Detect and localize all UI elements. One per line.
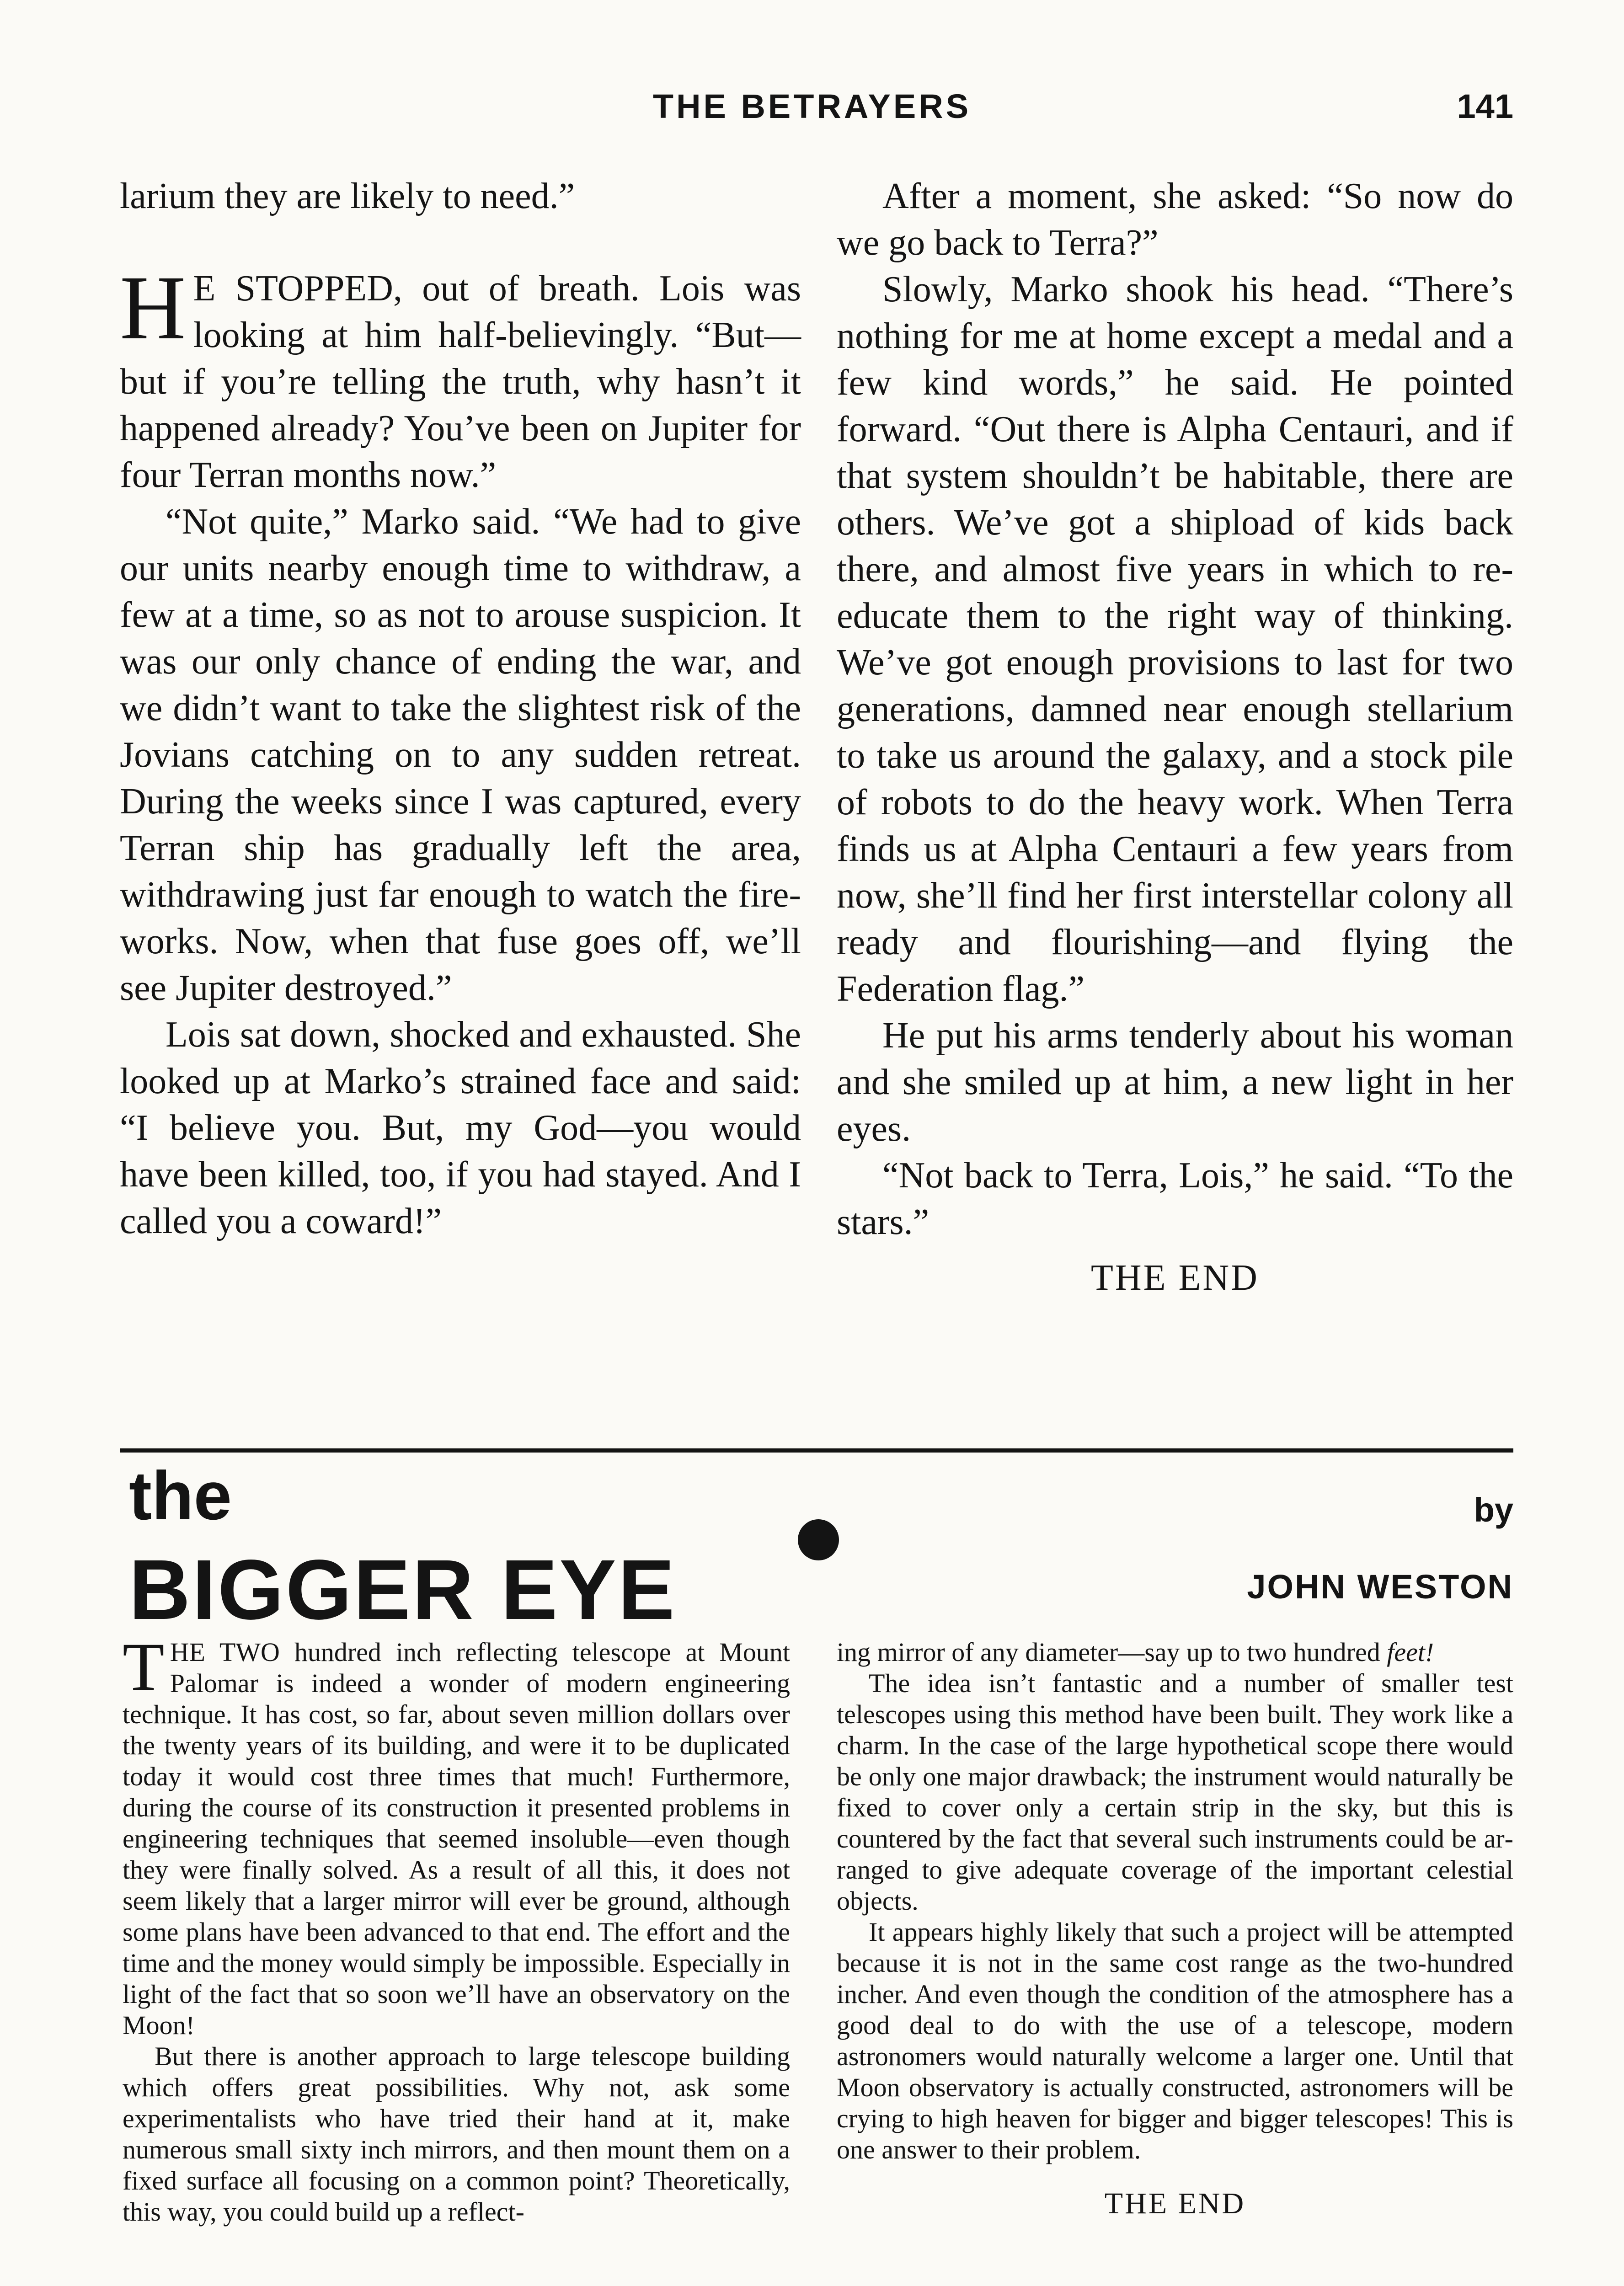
article-end-label: THE END: [1104, 2187, 1246, 2220]
drop-cap: H: [120, 257, 186, 358]
story-paragraph: Lois sat down, shocked and exhausted. She looked up at Marko’s strained face and said: “I believe you. But, my God—you would have been killed, too, if you had stayed. And I called you a coward!”: [120, 1015, 801, 1241]
drop-cap: T: [123, 1629, 165, 1705]
article-paragraph-text: HE TWO hundred inch reflecting telescope at Mount Palomar is indeed a wonder of modern engineering technique. It has cost, so far, about seven million dollars over the twenty years of its building, and were it to be duplicated today it would cost three times that much! Furthermore, during the course of its construction it presented problems in engineering techniques that seemed insoluble—even though they were finally solved. As a result of all this, it does not seem likely that a larger mirror will ever be ground, although some plans have been advanced to that end. The effort and the time and the money would simply be impossible. Especially in light of the fact that so soon we’ll have an observatory on the Moon!: [123, 1637, 790, 2040]
story-paragraph: After a moment, she asked: “So now do we go back to Terra?”: [837, 176, 1513, 263]
running-title: THE BETRAYERS: [652, 87, 972, 125]
article-paragraph-dropcap: [123, 1629, 790, 2041]
article-paragraph: The idea isn’t fantastic and a number of smaller test telescopes using this method have been built. They work like a charm. In the case of the large hypothetical scope there would be only one major drawback; the instrument would naturally be fixed to cover only a certain strip in the sky, but this is countered by the fact that several such instruments could be arranged to give adequate coverage of the important celestial objects.: [837, 1668, 1513, 1916]
byline-by: by: [1474, 1491, 1513, 1529]
article-paragraph: [837, 1637, 1513, 1668]
story-paragraph: larium they are likely to need.”: [120, 176, 575, 216]
story-paragraph: He put his arms tenderly about his woman and she smiled up at him, a new light in her eyes.: [837, 1015, 1513, 1149]
story-paragraph: Slowly, Marko shook his head. “There’s nothing for me at home except a medal and a few kind words,” he said. He pointed forward. “Out there is Alpha Centauri, and if that system shouldn’t be habitable, there are others. We’ve got a shipload of kids back there, and almost five years in which to re-educate them to the right way of thinking. We’ve got enough provisions to last for two generations, damned near enough stellarium to take us around the galaxy, and a stock pile of robots to do the heavy work. When Terra finds us at Alpha Centauri a few years from now, she’ll find her first interstellar colony all ready and flourishing—and flying the Federation flag.”: [837, 269, 1513, 1009]
story-left-column: [120, 173, 801, 1244]
article-paragraph: But there is another approach to large telescope building which offers great possibilities. Why not, ask some experimentalists who have tried their hand at it, make numerous small sixty inch mirrors, and then mount them on a fixed surface all focusing on a common point? Theoretically, this way, you could build up a reflect-: [123, 2041, 790, 2227]
story-right-column: [837, 173, 1513, 1301]
article-right-column: [837, 1637, 1513, 2219]
story-end-label: THE END: [1091, 1258, 1259, 1298]
story-paragraph-text: E STOPPED, out of breath. Lois was looking at him half-believingly. “But—but if you’re telling the truth, why hasn’t it happened already? You’ve been on Jupiter for four Terran months now.”: [120, 268, 801, 495]
emphasis-text: feet!: [1387, 1637, 1434, 1667]
article-left-column: [123, 1629, 790, 2227]
page-number: 141: [1457, 87, 1513, 125]
article-paragraph: It appears highly likely that such a project will be attempted because it is not in the same cost range as the two-hundred incher. And even though the condition of the atmosphere has a good deal to do with the use of a telescope, modern astronomers would naturally welcome a larger one. Until that Moon observatory is actually constructed, astronomers will be crying to high heaven for bigger and bigger telescopes! This is one answer to their problem.: [837, 1917, 1513, 2164]
article-title-large: BIGGER EYE: [129, 1543, 677, 1637]
story-paragraph: “Not quite,” Marko said. “We had to give our units nearby enough time to withdraw, a few at a time, so as not to arouse suspicion. It was our only chance of ending the war, and we didn’t want to take the slightest risk of the Jovians catching on to any sudden retreat. During the weeks since I was captured, every Terran ship has gradually left the area, withdrawing just far enough to watch the fireworks. Now, when that fuse goes off, we’ll see Jupiter destroyed.”: [120, 502, 801, 1008]
section-divider: [120, 1448, 1513, 1453]
story-paragraph-dropcap: [120, 257, 801, 498]
title-bullet-dot: [798, 1519, 839, 1560]
story-paragraph: “Not back to Terra, Lois,” he said. “To the stars.”: [837, 1155, 1513, 1242]
byline-author: JOHN WESTON: [1247, 1568, 1513, 1606]
article-paragraph-text: ing mirror of any diameter—say up to two hundred: [837, 1637, 1387, 1667]
article-title-small: the: [129, 1457, 232, 1534]
